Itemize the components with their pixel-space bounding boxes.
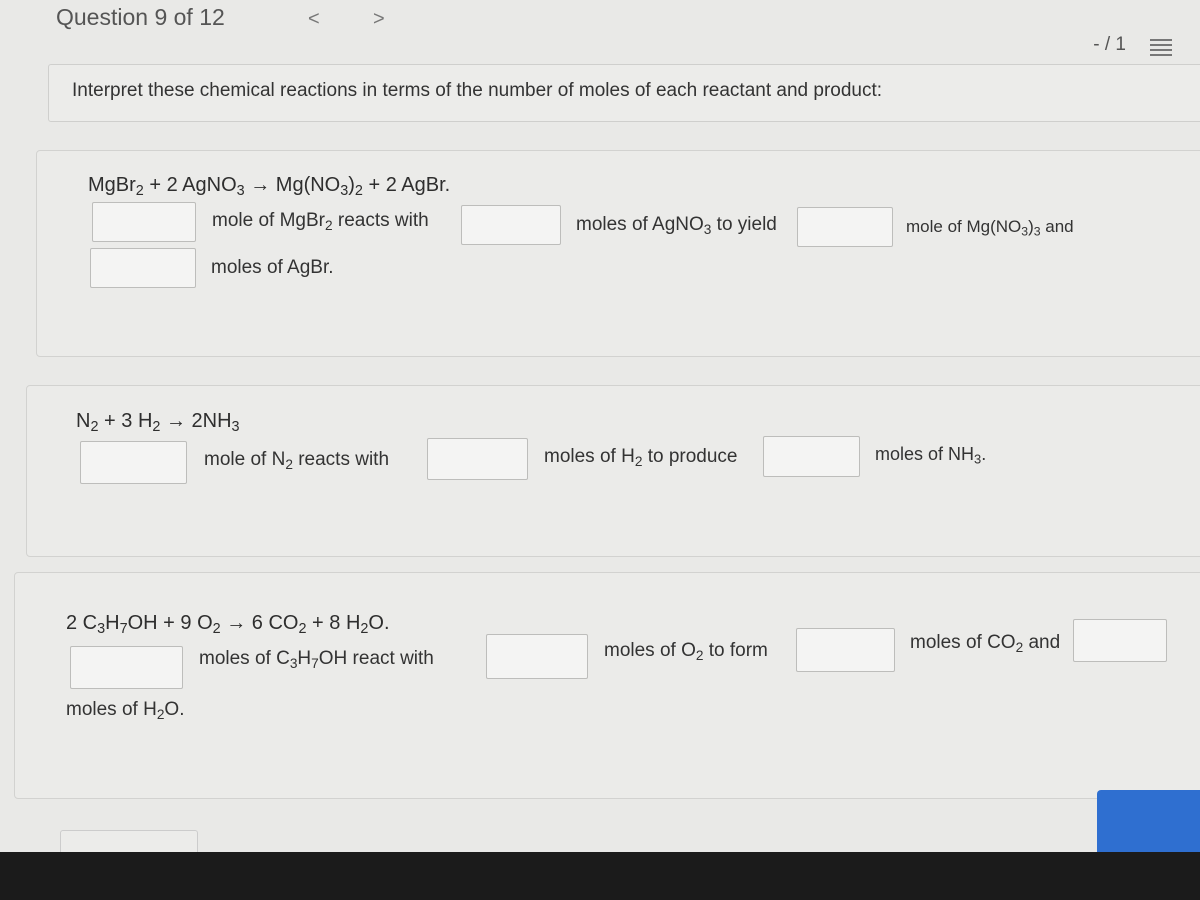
prev-question-button[interactable]: < (308, 8, 320, 30)
subscript: 2 (285, 456, 293, 472)
r1-agno3-moles-input[interactable] (461, 205, 561, 245)
r1-text-4: moles of AgBr. (211, 257, 334, 278)
subscript: 7 (311, 655, 319, 671)
subscript: 2 (1015, 639, 1024, 655)
r2-h2-moles-input[interactable] (427, 438, 528, 480)
r2-n2-moles-input[interactable] (80, 441, 187, 484)
subscript: 3 (1021, 224, 1029, 239)
r1-mgno3-moles-input[interactable] (797, 207, 893, 247)
r1-mgbr2-moles-input[interactable] (92, 202, 196, 242)
r1-text-3: mole of $Mg(NO_3)_3$ and (906, 217, 1074, 239)
subscript: 2 (152, 419, 161, 436)
subscript: 3 (1033, 224, 1041, 239)
subscript: 2 (360, 621, 369, 638)
score-display: - / 1 (1093, 34, 1126, 55)
r1-text-1: mole of MgBr$_2$ reacts with (212, 210, 429, 233)
reaction-card-3 (14, 572, 1200, 799)
r3-c3h7oh-moles-input[interactable] (70, 646, 183, 689)
subscript: 2 (354, 183, 363, 200)
subscript: 3 (703, 221, 712, 237)
subscript: 3 (340, 183, 349, 200)
submit-button[interactable] (1097, 790, 1200, 860)
r2-text-2: moles of $H_2$ to produce (544, 446, 738, 469)
reaction-1-equation: MgBr$_2$ + 2 AgNO$_3$ → $Mg(NO_3)_2 + 2$ AgBr. (88, 174, 451, 200)
subscript: 2 (634, 453, 643, 469)
r1-agbr-moles-input[interactable] (90, 248, 196, 288)
subscript: 3 (231, 419, 240, 436)
r3-text-4: moles of $H_2O$. (66, 699, 185, 722)
subscript: 2 (135, 183, 144, 200)
subscript: 2 (156, 706, 165, 722)
reaction-2-equation: $N_2 + 3$ $H_2 \to 2NH_3$ (76, 410, 240, 436)
list-menu-icon[interactable] (1150, 36, 1172, 58)
subscript: 2 (90, 419, 99, 436)
r2-text-3: moles of $NH_3$. (875, 444, 987, 467)
r3-text-1: moles of $C_3H_7OH$ react with (199, 648, 434, 671)
subscript: 2 (324, 217, 333, 233)
r3-o2-moles-input[interactable] (486, 634, 588, 679)
subscript: 3 (236, 183, 245, 200)
r3-text-3: moles of $CO_2$ and (910, 632, 1061, 655)
question-prompt: Interpret these chemical reactions in terms of the number of moles of each reactant and product: (72, 80, 883, 101)
subscript: 3 (289, 655, 298, 671)
subscript: 7 (119, 621, 128, 638)
screen-bezel (0, 852, 1200, 900)
r2-text-1: mole of $N_2$ reacts with (204, 449, 390, 472)
subscript: 3 (97, 621, 106, 638)
r3-text-2: moles of $O_2$ to form (604, 640, 768, 663)
subscript: 2 (298, 621, 307, 638)
r2-nh3-moles-input[interactable] (763, 436, 860, 477)
r3-co2-moles-input[interactable] (796, 628, 895, 672)
subscript: 2 (695, 647, 704, 663)
subscript: 2 (212, 621, 221, 638)
question-label: Question 9 of 12 (56, 4, 225, 30)
next-question-button[interactable]: > (373, 8, 385, 30)
subscript: 3 (974, 451, 982, 467)
r3-h2o-moles-input[interactable] (1073, 619, 1167, 662)
r1-text-2: moles of AgNO$_3$ to yield (576, 214, 777, 237)
reaction-3-equation: 2 $C_3H_7OH + 9$ $O_2 \to 6$ $CO_2 + 8$ $H_2O$. (66, 612, 390, 638)
